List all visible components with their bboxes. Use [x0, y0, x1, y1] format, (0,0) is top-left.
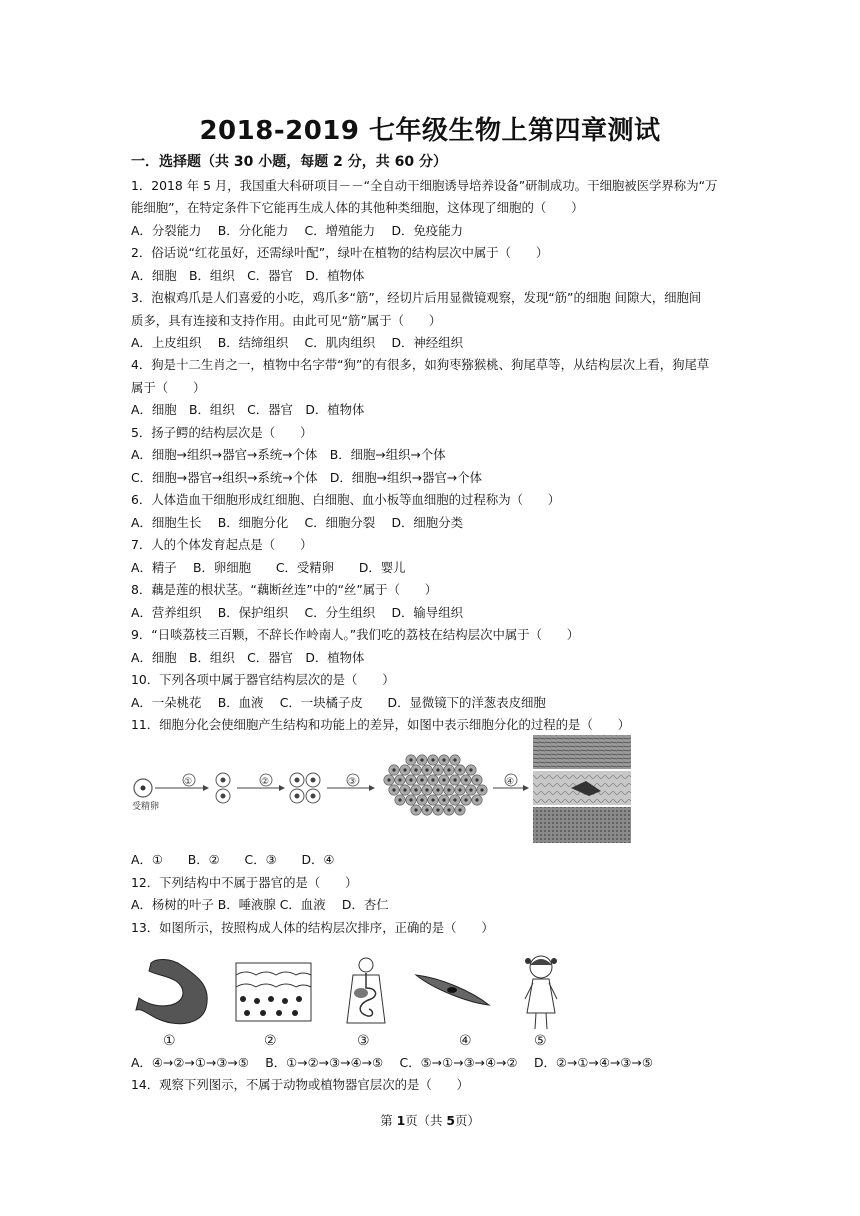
cell-nucleus	[475, 798, 478, 801]
cell-nucleus	[409, 798, 412, 801]
text-line: 5．扬子鳄的结构层次是（ ）	[131, 425, 313, 440]
muscle-cell-icon	[416, 975, 489, 1005]
figure-caption-3: ③	[357, 1033, 370, 1048]
cell-mass-icon	[384, 755, 487, 815]
cell-nucleus	[447, 808, 450, 811]
cell-nucleus	[480, 788, 483, 791]
four-cells-icon	[290, 773, 320, 803]
cell-nucleus	[475, 778, 478, 781]
cell-nucleus	[469, 768, 472, 771]
cell-nucleus	[425, 808, 428, 811]
text-line: A．精子 B．卵细胞 C．受精卵 D．婴儿	[131, 560, 406, 575]
text-line: A．营养组织 B．保护组织 C．分生组织 D．输导组织	[131, 605, 463, 620]
tissue-icon	[236, 963, 311, 1021]
cell-nucleus	[414, 808, 417, 811]
cell-nucleus	[469, 788, 472, 791]
text-line: 1．2018 年 5 月，我国重大科研项目－－“全自动干细胞诱导培养设备”研制成功。干细胞被医学界称为“万	[131, 178, 718, 193]
cell-nucleus	[398, 798, 401, 801]
footer-page-number: 1	[396, 1113, 406, 1128]
cell-nucleus	[464, 798, 467, 801]
cell-nucleus	[453, 798, 456, 801]
cell-nucleus	[398, 778, 401, 781]
cell-nucleus	[464, 778, 467, 781]
text-line: A．杨树的叶子 B．唾液腺 C．血液 D．杏仁	[131, 897, 389, 912]
figure-caption-2: ②	[264, 1033, 277, 1048]
text-line: A．细胞 B．组织 C．器官 D．植物体	[131, 402, 365, 417]
page-footer	[0, 1111, 860, 1129]
text-line: 11．细胞分化会使细胞产生结构和功能上的差异，如图中表示细胞分化的过程的是（ ）	[131, 717, 631, 732]
cell-nucleus	[447, 788, 450, 791]
text-line: 8．藕是莲的根状茎。“藕断丝连”中的“丝”属于（ ）	[131, 582, 438, 597]
cell-nucleus	[392, 768, 395, 771]
cell-nucleus	[453, 758, 456, 761]
cell-nucleus	[447, 768, 450, 771]
stomach-icon	[136, 959, 207, 1023]
cell-nucleus	[458, 788, 461, 791]
text-line: A．上皮组织 B．结缔组织 C．肌肉组织 D．神经组织	[131, 335, 463, 350]
text-line: C．细胞→器官→组织→系统→个体 D．细胞→组织→器官→个体	[131, 470, 483, 485]
figure-caption-1: ①	[163, 1033, 176, 1048]
text-line: 7．人的个体发育起点是（ ）	[131, 537, 313, 552]
figure-caption-5: ⑤	[534, 1033, 547, 1048]
person-icon	[525, 956, 557, 1029]
cell-nucleus	[425, 768, 428, 771]
step-label-1: ①	[184, 777, 193, 787]
cell-nucleus	[403, 768, 406, 771]
step-label-3: ③	[348, 777, 357, 787]
cell-nucleus	[453, 778, 456, 781]
fertilized-egg-icon	[134, 779, 152, 797]
figure-caption-4: ④	[459, 1033, 472, 1048]
cell-nucleus	[458, 768, 461, 771]
cell-nucleus	[420, 758, 423, 761]
cell-nucleus	[414, 768, 417, 771]
text-line: 10．下列各项中属于器官结构层次的是（ ）	[131, 672, 395, 687]
cell-nucleus	[403, 788, 406, 791]
cell-nucleus	[458, 808, 461, 811]
cell-nucleus	[387, 778, 390, 781]
text-line: 13．如图所示，按照构成人体的结构层次排序，正确的是（ ）	[131, 920, 494, 935]
footer-prefix: 第	[380, 1113, 397, 1128]
text-line: 属于（ ）	[131, 380, 206, 395]
text-line: 9．“日啖荔枝三百颗，不辞长作岭南人。”我们吃的荔枝在结构层次中属于（ ）	[131, 627, 580, 642]
cell-nucleus	[442, 758, 445, 761]
footer-suffix: 页）	[454, 1113, 480, 1128]
text-line: A．细胞 B．组织 C．器官 D．植物体	[131, 268, 365, 283]
text-line: A．细胞生长 B．细胞分化 C．细胞分裂 D．细胞分类	[131, 515, 463, 530]
cell-nucleus	[431, 758, 434, 761]
footer-total-pages: 5	[446, 1113, 455, 1128]
text-line: 6．人体造血干细胞形成红细胞、白细胞、血小板等血细胞的过程称为（ ）	[131, 492, 561, 507]
epithelial-tissue-image	[533, 807, 631, 843]
fertilized-egg-label: 受精卵	[132, 802, 160, 812]
cell-nucleus	[414, 788, 417, 791]
text-line: A．④→②→①→③→⑤ B．①→②→③→④→⑤ C．⑤→①→③→④→② D．②→①→④→③→⑤	[131, 1055, 653, 1070]
text-line: A．分裂能力 B．分化能力 C．增殖能力 D．免疫能力	[131, 223, 463, 238]
text-line: 14．观察下列图示，不属于动物或植物器官层次的是（ ）	[131, 1077, 469, 1092]
cell-nucleus	[420, 798, 423, 801]
cell-nucleus	[409, 758, 412, 761]
page-title: 2018-2019 七年级生物上第四章测试	[199, 116, 661, 146]
digestive-system-icon	[347, 958, 385, 1023]
cell-nucleus	[409, 778, 412, 781]
cell-nucleus	[436, 808, 439, 811]
text-line: A．① B．② C．③ D．④	[131, 852, 335, 867]
text-line: A．一朵桃花 B．血液 C．一块橘子皮 D．显微镜下的洋葱表皮细胞	[131, 695, 546, 710]
cell-nucleus	[442, 798, 445, 801]
cell-nucleus	[431, 778, 434, 781]
cell-nucleus	[392, 788, 395, 791]
text-line: 质多，具有连接和支持作用。由此可见“筋”属于（ ）	[131, 313, 442, 328]
body-structure-figure	[131, 953, 571, 1048]
footer-middle: 页（共	[405, 1113, 447, 1128]
step-arrow-1	[155, 774, 209, 791]
text-line: 能细胞”，在特定条件下它能再生成人体的其他种类细胞，这体现了细胞的（ ）	[131, 200, 584, 215]
section-heading: 一．选择题（共 30 小题，每题 2 分，共 60 分）	[131, 154, 447, 170]
text-line: 2．俗话说“红花虽好，还需绿叶配”，绿叶在植物的结构层次中属于（ ）	[131, 245, 549, 260]
text-line: A．细胞 B．组织 C．器官 D．植物体	[131, 650, 365, 665]
two-cells-icon	[216, 773, 230, 803]
text-line: A．细胞→组织→器官→系统→个体 B．细胞→组织→个体	[131, 447, 446, 462]
cell-nucleus	[436, 768, 439, 771]
cell-differentiation-figure	[131, 733, 633, 845]
step-label-4: ④	[506, 777, 515, 787]
cell-nucleus	[431, 798, 434, 801]
cell-nucleus	[442, 778, 445, 781]
text-line: 3．泡椒鸡爪是人们喜爱的小吃，鸡爪多“筋”，经切片后用显微镜观察，发现“筋”的细胞 间隙大，细胞间	[131, 290, 702, 305]
step-label-2: ②	[261, 777, 270, 787]
text-line: 12．下列结构中不属于器官的是（ ）	[131, 875, 358, 890]
text-line: 4．狗是十二生肖之一，植物中名字带“狗”的有很多，如狗枣猕猴桃、狗尾草等，从结构层次上看，狗尾草	[131, 357, 710, 372]
muscle-tissue-image	[533, 735, 631, 769]
cell-nucleus	[420, 778, 423, 781]
cell-nucleus	[436, 788, 439, 791]
cell-nucleus	[425, 788, 428, 791]
